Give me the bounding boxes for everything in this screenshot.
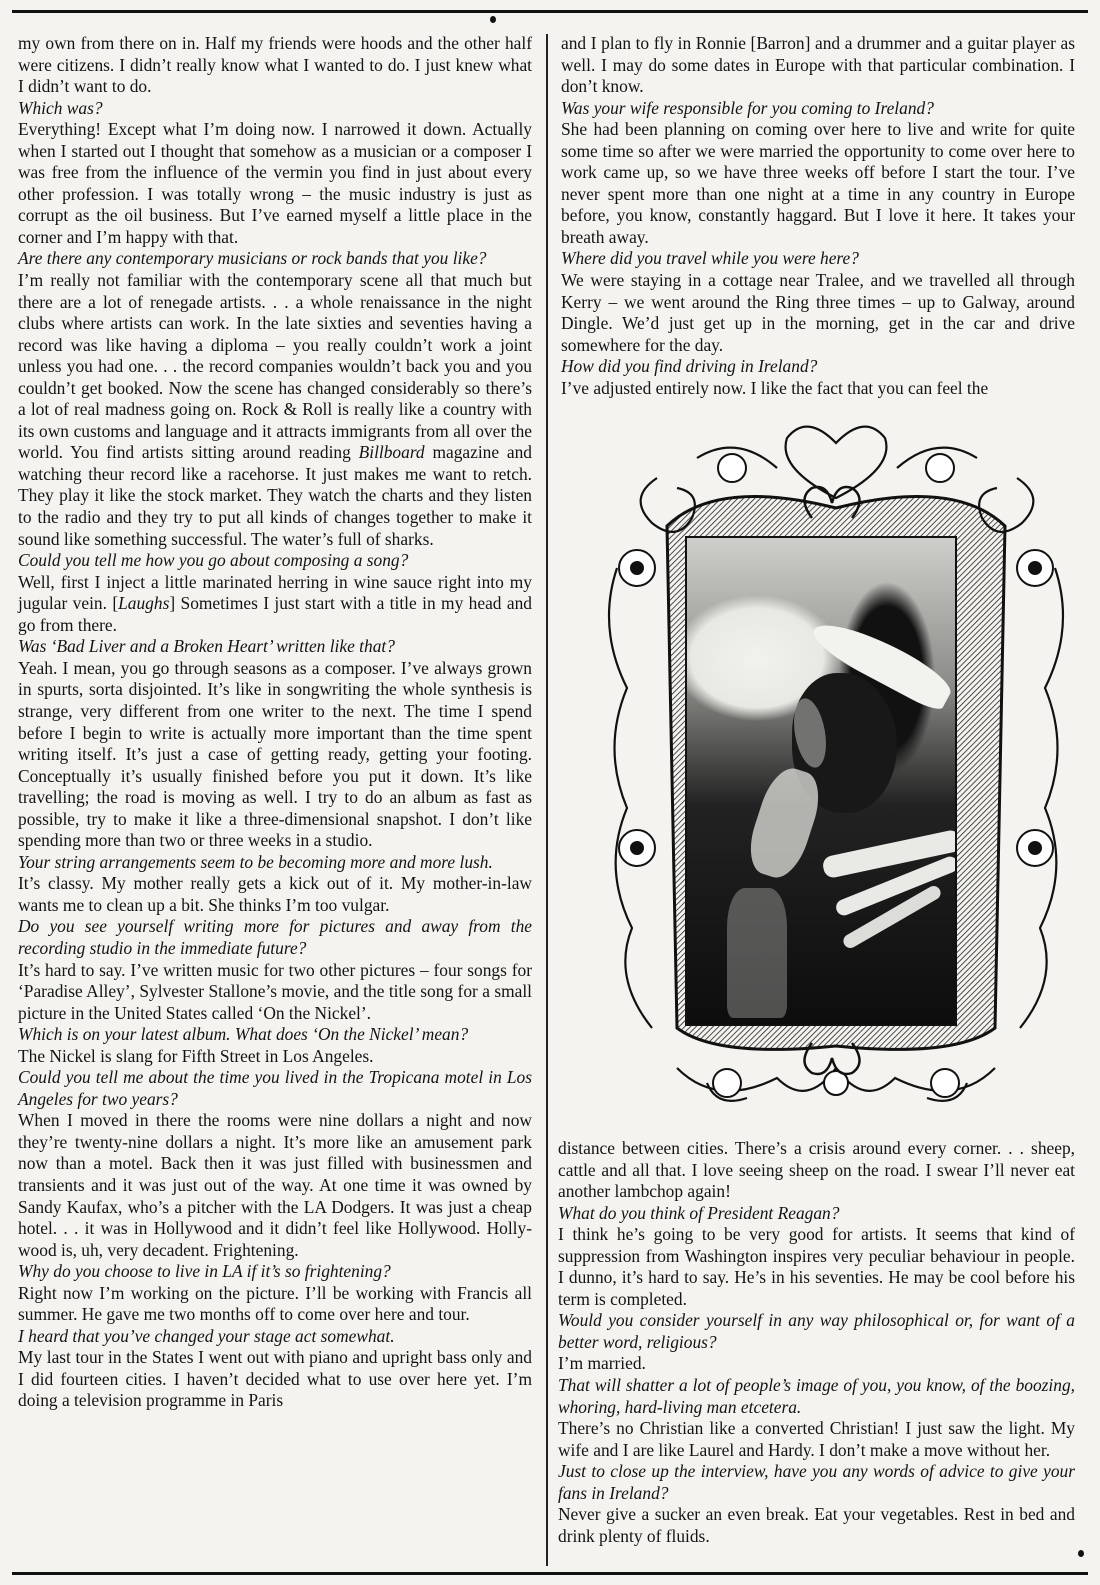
paragraph-text: Could you tell me how you go about composing a song? — [18, 550, 409, 571]
paragraph-text: There’s no Christian like a converted Christian! I just saw the light. My wife and I are like Laurel and Hardy. I don’t make a move without her. — [558, 1418, 1075, 1460]
bottom-rule — [12, 1572, 1088, 1575]
interview-question — [18, 1024, 532, 1046]
interview-answer — [18, 1283, 532, 1326]
interview-answer — [561, 378, 1075, 400]
interview-answer — [18, 960, 532, 1025]
interview-answer — [18, 1110, 532, 1261]
paragraph-text: Right now I’m working on the picture. I’ll be working with Francis all summer. He gave me two months off to come over here and tour. — [18, 1282, 532, 1325]
interview-question — [18, 852, 532, 874]
interview-answer — [558, 1418, 1075, 1461]
interview-answer — [18, 270, 532, 550]
interview-answer — [18, 873, 532, 916]
left-column — [18, 33, 532, 1412]
paragraph-text: I’m married. — [558, 1353, 646, 1374]
column-divider — [546, 34, 548, 1566]
paragraph-text: Everything! Except what I’m doing now. I narrowed it down. Actually when I started out I thought that somehow as a musician or a composer I was free from the influence of the vermin you find in just about every other profession. I was totally wrong – the music industry is just as corrupt as the oil business. But I’ve earned myself a little place in the corner and I’m happy with that. — [18, 119, 532, 247]
interview-answer — [558, 1504, 1075, 1547]
paragraph-text: Which is on your latest album. What does ‘On the Nickel’ mean? — [18, 1024, 469, 1045]
paragraph-text: I think he’s going to be very good for artists. It seems that kind of suppression from Washington inspires very peculiar behaviour in people. I dunno, it’s hard to say. He’s in his seventies. He may be cool before his term is completed. — [558, 1224, 1075, 1309]
portrait-photo — [685, 536, 957, 1026]
interview-question — [18, 98, 532, 120]
paragraph-text: Just to close up the interview, have you any words of advice to give your fans in Ireland? — [558, 1461, 1075, 1503]
paragraph-text: She had been planning on coming over here to live and write for quite some time so after we were married the opportunity to come over here to work came up, so we have three weeks off before I start the tour. I’ve never spent more than one night at a time in any country in Europe before, you know, constantly haggard. But I love it here. It takes your breath away. — [561, 119, 1075, 247]
paragraph-text: magazine and watching theur record like a racehorse. It just makes me want to retch. They play it like the stock market. They watch the charts and they listen to the radio and they try to put all kinds of changes together to make it sound like something successful. The water’s full of sharks. — [18, 442, 532, 549]
paragraph-text: Could you tell me about the time you lived in the Tropicana motel in Los Angeles for two years? — [18, 1067, 532, 1109]
interview-question — [561, 248, 1075, 270]
interview-answer — [18, 658, 532, 852]
paragraph-text: It’s hard to say. I’ve written music for two other pictures – four songs for ‘Paradise Alley’, Sylvester Stallone’s movie, and the title song for a small picture in the United States called ‘On the Nickel’. — [18, 959, 532, 1023]
paragraph-text: How did you find driving in Ireland? — [561, 356, 818, 377]
top-rule — [12, 10, 1088, 13]
paragraph-text: Where did you travel while you were here? — [561, 248, 859, 269]
interview-answer — [561, 119, 1075, 248]
interview-question — [558, 1375, 1075, 1418]
paragraph-text: Was ‘Bad Liver and a Broken Heart’ written like that? — [18, 636, 395, 657]
interview-answer — [558, 1224, 1075, 1310]
interview-question — [18, 248, 532, 270]
ink-dot — [490, 16, 496, 23]
interview-answer — [18, 572, 532, 637]
interview-question — [18, 1326, 532, 1348]
paragraph-text: Would you consider yourself in any way philosophical or, for want of a better word, religious? — [558, 1310, 1075, 1352]
interview-question — [18, 916, 532, 959]
paragraph-text: I’m really not familiar with the contemporary scene all that much but there are a lot of renegade artists. . . a whole renaissance in the night clubs where artists can work. In the late sixties and seventies having a record was like having a diploma – you really couldn’t work a joint unless you had one. . . the record companies wouldn’t back you and you couldn’t get booked. Now the scene has changed considerably so there’s a lot of real madness going on. Rock & Roll is really like a country with its own customs and language and it attracts immigrants from all over the world. You find artists sitting around reading — [18, 270, 532, 463]
paragraph-text: ] Sometimes I just start with a title in my head and go from there. — [18, 593, 532, 635]
right-column-top — [561, 33, 1075, 399]
paragraph-text: Do you see yourself writing more for pictures and away from the recording studio in the immediate future? — [18, 916, 532, 958]
italic-title: Billboard — [358, 442, 425, 463]
paragraph-text: When I moved in there the rooms were nine dollars a night and now they’re twenty-nine dollars a night. It’s more like an amusement park now than a motel. Back then it was just filled with businessmen and transients and it was just out of the way. At one time it was owned by Sandy Kaufax, who’s a pitcher with the LA Dodgers. It was just a cheap hotel. . . it was in Hollywood and it didn’t feel like Hollywood. Hollywood is, uh, very decadent. Frightening. — [18, 1110, 532, 1260]
paragraph-text: It’s classy. My mother really gets a kick out of it. My mother-in-law wants me to clean up a bit. She thinks I’m too vulgar. — [18, 873, 532, 915]
paragraph-text: distance between cities. There’s a crisis around every corner. . . sheep, cattle and all that. I love seeing sheep on the road. I swear I’ll never eat another lambchop again! — [558, 1138, 1075, 1202]
paragraph-text: Well, first I inject a little marinated herring in wine sauce right into my jugular vein. [ — [18, 571, 532, 614]
interview-answer — [18, 1347, 532, 1412]
paragraph-text: I’ve adjusted entirely now. I like the fact that you can feel the — [561, 377, 989, 398]
paragraph-text: Your string arrangements seem to be becoming more and more lush. — [18, 851, 493, 872]
interview-question — [18, 1067, 532, 1110]
paragraph-text: The Nickel is slang for Fifth Street in Los Angeles. — [18, 1045, 374, 1066]
interview-question — [561, 356, 1075, 378]
paragraph-text: Are there any contemporary musicians or rock bands that you like? — [18, 248, 487, 269]
framed-photo — [597, 418, 1075, 1128]
interview-question — [558, 1461, 1075, 1504]
interview-question — [561, 98, 1075, 120]
paragraph-text: Was your wife responsible for you coming to Ireland? — [561, 97, 934, 118]
italic-title: Laughs — [118, 593, 170, 614]
interview-question — [558, 1310, 1075, 1353]
paragraph-text: We were staying in a cottage near Tralee, and we travelled all through Kerry – we went around the Ring three times – up to Galway, around Dingle. We’d just get up in the morning, get in the car and drive somewhere for the day. — [561, 270, 1075, 355]
paragraph-text: What do you think of President Reagan? — [558, 1202, 840, 1223]
interview-answer — [18, 33, 532, 98]
paragraph-text: That will shatter a lot of people’s image of you, you know, of the boozing, whoring, hard-living man etcetera. — [558, 1375, 1075, 1417]
paragraph-text: Why do you choose to live in LA if it’s so frightening? — [18, 1261, 391, 1282]
interview-answer — [558, 1138, 1075, 1203]
end-mark — [1078, 1550, 1084, 1557]
paragraph-text: Which was? — [18, 97, 103, 118]
interview-question — [18, 1261, 532, 1283]
interview-question — [558, 1203, 1075, 1225]
paragraph-text: and I plan to fly in Ronnie [Barron] and a drummer and a guitar player as well. I may do some dates in Europe with that particular combination. I don’t know. — [561, 33, 1075, 97]
paragraph-text: My last tour in the States I went out with piano and upright bass only and I did fourteen cities. I haven’t decided what to use over here yet. I’m doing a television programme in Paris — [18, 1347, 532, 1411]
interview-answer — [561, 270, 1075, 356]
interview-answer — [18, 1046, 532, 1068]
interview-answer — [558, 1353, 1075, 1375]
paragraph-text: Never give a sucker an even break. Eat your vegetables. Rest in bed and drink plenty of fluids. — [558, 1504, 1075, 1546]
paragraph-text: I heard that you’ve changed your stage act somewhat. — [18, 1325, 395, 1346]
paragraph-text: my own from there on in. Half my friends were hoods and the other half were citizens. I didn’t really know what I wanted to do. I just knew what I didn’t want to do. — [18, 33, 532, 97]
right-column-bottom — [558, 1138, 1075, 1547]
interview-question — [18, 636, 532, 658]
interview-answer — [561, 33, 1075, 98]
interview-answer — [18, 119, 532, 248]
paragraph-text: Yeah. I mean, you go through seasons as a composer. I’ve always grown in spurts, sorta disjointed. It’s like in songwriting the whole synthesis is strange, very different from one writer to the next. The time I spend before I begin to write is actually more important than the time spent writing itself. It’s just a case of getting ready, getting your footing. Conceptually it’s usually finished before you put it down. It’s like travelling; the road is moving as well. I try to do an album as fast as possible, try to make it like a three-dimensional snapshot. I don’t like spending more than two or three weeks in a studio. — [18, 657, 532, 851]
interview-question — [18, 550, 532, 572]
